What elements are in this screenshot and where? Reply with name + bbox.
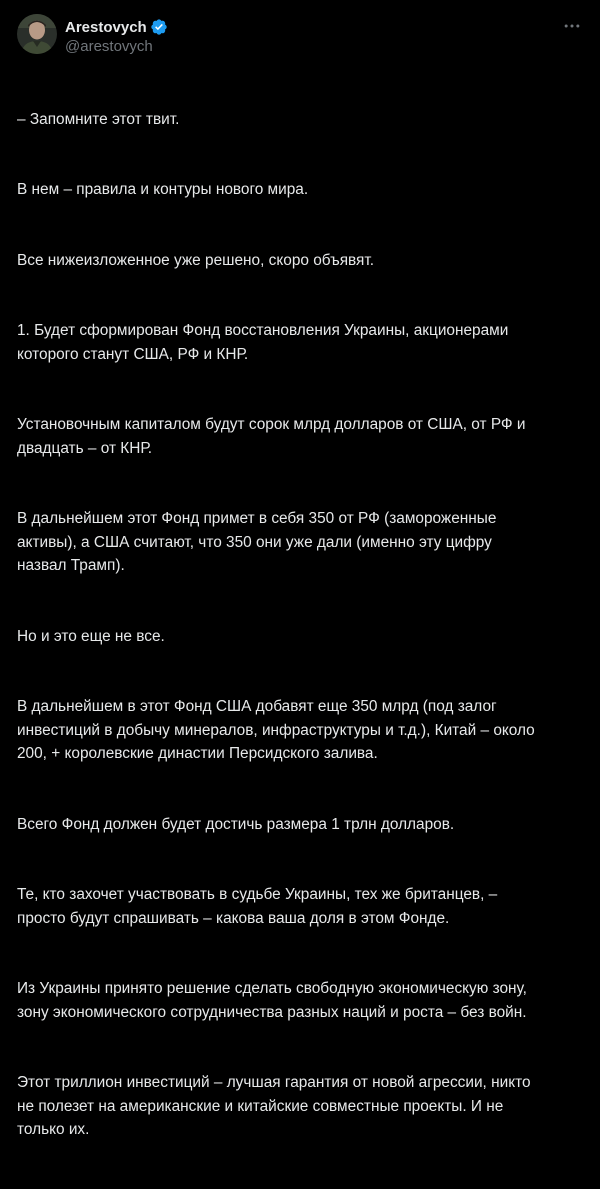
tweet-header: [17, 14, 583, 62]
person-avatar-icon: [17, 14, 57, 54]
author-handle[interactable]: @arestovych: [65, 38, 153, 55]
tweet-paragraph-3: Все нижеизложенное уже решено, скоро объявят.: [17, 251, 374, 269]
author-avatar[interactable]: [17, 14, 57, 54]
tweet-paragraph-4: 1. Будет сформирован Фонд восстановления Украины, акционерами которого станут США, РФ и КНР.: [17, 322, 509, 363]
tweet-paragraph-8: В дальнейшем в этот Фонд США добавят еще 350 млрд (под залог инвестиций в добычу минералов, инфраструктуры и т.д.), Китай – около 200, + королевские династии Персидского залива.: [17, 698, 535, 762]
name-row: [65, 17, 168, 37]
author-names: [65, 14, 168, 55]
tweet-paragraph-5: Установочным капиталом будут сорок млрд долларов от США, от РФ и двадцать – от КНР.: [17, 416, 526, 457]
tweet-paragraph-2: В нем – правила и контуры нового мира.: [17, 181, 309, 198]
more-horizontal-icon[interactable]: [562, 16, 582, 36]
tweet-paragraph-7: Но и это еще не все.: [17, 627, 165, 645]
tweet-paragraph-11: Из Украины принято решение сделать свободную экономическую зону, зону экономического сотрудничества разных наций и роста – без войн.: [17, 980, 527, 1021]
tweet-paragraph-6: В дальнейшем этот Фонд примет в себя 350 от РФ (замороженные активы), а США считают, что 350 они уже дали (именно эту цифру назвал Трамп).: [17, 510, 497, 574]
verified-badge-icon: [150, 18, 168, 36]
tweet-paragraph-12: Этот триллион инвестиций – лучшая гарантия от новой агрессии, никто не полезет на американские и китайские совместные проекты. И не только их.: [17, 1074, 531, 1138]
tweet-paragraph-9: Всего Фонд должен будет достичь размера 1 трлн долларов.: [17, 815, 455, 833]
author-display-name[interactable]: Arestovych: [65, 18, 147, 36]
tweet-text: [17, 84, 583, 1189]
tweet-paragraph-10: Те, кто захочет участвовать в судьбе Украины, тех же британцев, – просто будут спрашивать – какова ваша доля в этом Фонде.: [17, 886, 498, 927]
tweet-paragraph-1: – Запомните этот твит.: [17, 110, 180, 128]
